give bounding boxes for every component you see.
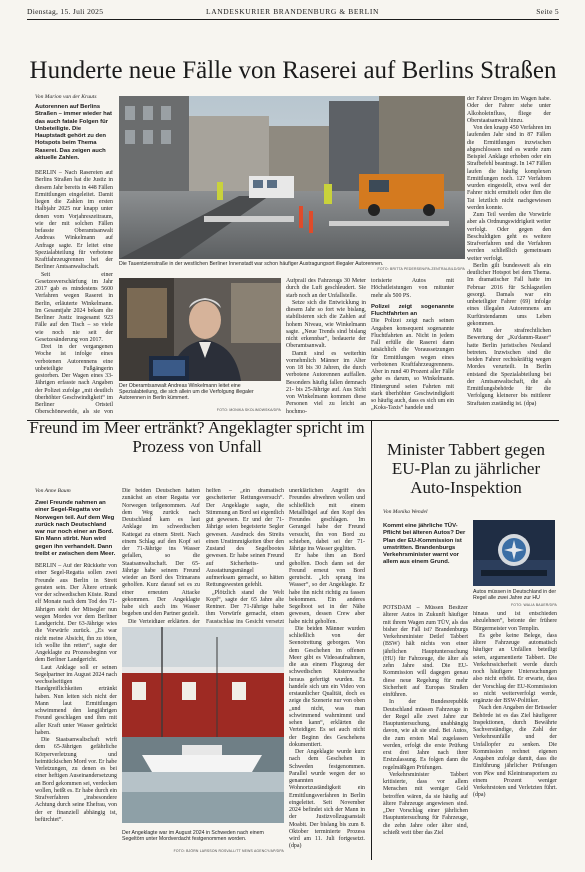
second-headline: Freund im Meer ertränkt? Angeklagter spricht im Prozess von Unfall <box>29 418 365 456</box>
third-headline: Minister Tabbert gegen EU-Plan zu jährlicher Auto-Inspektion <box>386 440 546 497</box>
main-col3 <box>371 278 454 417</box>
second-col2 <box>122 488 200 623</box>
street-scene-caption: Die Tauentzienstraße in der westlichen Berliner Innenstadt war schon häufiger Austragungsort illegaler Autorennen. <box>119 261 384 267</box>
boat-credit: FOTO: BJÖRN LARSSON ROSVALL/TT NEWS AGENCY/AP/DPA <box>173 849 284 853</box>
main-col3-p1: torisierte Autos mit Höchstleistungen von mitunter mehr als 500 PS. <box>371 278 454 299</box>
main-subheading: Polizei zeigt sogenannte Fluchtfahrten an <box>371 303 454 317</box>
street-scene-image <box>119 96 465 259</box>
car-inspection-caption: Autos müssen in Deutschland in der Regel alle zwei Jahre zur HU <box>473 589 557 602</box>
main-col1 <box>35 170 113 416</box>
second-col2-p2: Die Verteidiger erklärten, der <box>128 618 200 623</box>
car-inspection-image <box>473 520 555 586</box>
second-col2-p1: Die beiden Deutschen hatten zunächst an einer Regatta vor Norwegen teilgenommen. Auf dem Weg zurück nach Deutschland kam es laut Anklage im schwedischen Kattegat zu einem Streit. Nach einem Schlag auf den Kopf sei der 71-Jährige ins Wasser gefallen, so die Staatsanwaltschaft. Der 65-Jährige habe seinem Freund wieder an Bord des Trimarans geholfen. Kurz darauf sei es zu einer erneuten Attacke gekommen. Der Angeklagte habe sich auch ins Wasser begeben und den Partner gezielt. <box>122 488 200 618</box>
boat-image <box>122 627 284 823</box>
main-col3-p2: Die Polizei zeigt nach seinen Angaben konsequent sogenannte Fluchtfahrten an. Nicht in jedem Fall erfülle die Raserei dann tatsächlich die Voraussetzungen für Ermittlungen wegen eines verbotenen Kraftfahrzeugrennens. Aber in rund 40 Prozent aller Fälle gehe es darum, so Winkelmann. Hintergrund seien Fahrten mit stark überhöhter Geschwindigkeit so häufig auch, dass es sich um ein „Koks-Taxis“ handele und <box>371 318 454 412</box>
second-col4-p2: Er habe ihm an Bord geholfen. Doch dann sei der Freund erneut von Bord gerutscht. „Ich sprang ins Wasser“, so der Angeklagte. Er habe ihn nicht richtig zu fassen bekommen. Ein anderes Segelboot sei in der Nähe gewesen, dessen Crew aber habe nicht geholfen. <box>289 553 365 625</box>
main-col4-p5: Mit der strafrechtlichen Bewertung der „Ku'damm-Raser“ hatte Berlin juristisches Neuland betreten. Inzwischen sind die beiden Fahrer rechtskräftig wegen Mordes verurteilt. In Berlin entstand die Spezialabteilung bei der Amtsanwaltschaft, die als Ermittlungsbehörde für die Verfolgung kleinerer bis mittlerer Straftaten zuständig ist. (dpa) <box>467 328 551 407</box>
second-col1 <box>35 563 117 856</box>
main-col4-p1: der Fahrer Drogen im Wagen habe. Oder der Fahrer stehe unter Alkoholeinfluss, fliege der Oberstaatsanwalt hinzu. <box>467 96 551 124</box>
third-col1-p1: POTSDAM – Müssen Besitzer älterer Autos in Zukunft häufiger mit ihrem Wagen zum TÜV, als das bisher der Fall ist? Brandenburgs Verkehrsminister Detlef Tabbert (BSW) hält nichts von einer jährlichen Hauptuntersuchung (HU) für Fahrzeuge, die älter als zehn Jahre sind. Die EU-Kommission will dagegen genau diese neue Regelung für mehr Sicherheit auf Europas Straßen einführen. <box>383 605 468 698</box>
main-col4 <box>467 96 551 417</box>
third-byline: Von Monika Wendel <box>383 509 428 515</box>
street-scene-photo <box>119 96 465 259</box>
car-inspection-photo <box>473 520 555 586</box>
main-lead: Autorennen auf Berlins Straßen – immer wieder hat das auch fatale Folgen für Unbeteiligte. Die Hauptstadt gehört zu den Hotspots beim Thema Raserei. Das zeigen auch aktuelle Zahlen. <box>35 104 112 162</box>
third-col1-p2: In der Bundesrepublik Deutschland müssen Fahrzeuge in der Regel alle zwei Jahre zur Hauptuntersuchung, unabhängig davon, wie alt sie sind. Bei Autos, die zum ersten Mal zugelassen werden, erfolgt die erste Prüfung erst drei Jahre nach ihrer Erstzulassung. Es folgen dann die regelmäßigen Prüfungen. <box>383 699 468 771</box>
second-col4-p1: unerklärlichen Angriff des Freundes abwehren wollen und schließlich mit einem Metallbügel auf den Kopf des Freundes geschlagen. Im Gerangel habe der Freund versucht, ihn von Bord zu schieben, dabei sei der 71-Jährige ins Wasser geglitten. <box>289 488 365 552</box>
third-col1 <box>383 605 468 858</box>
second-col1-p3: Die Staatsanwaltschaft wirft dem 65-Jährigen gefährliche Körperverletzung und heimtückischen Mord vor. Er habe Verletzungen, zu denen es bei einer heftigen Auseinandersetzung an Bord gekommen sei, verdecken wollen, heißt es. Er habe durch ein Strafverfahren „insbesondere Achtung durch seine Ehefrau, von der er finanziell abhängig ist, befürchtet“. <box>35 737 117 823</box>
main-col4-p4: Berlin gilt bundesweit als ein deutlicher Hotspot bei dem Thema. Im dramatischer Fall hatte im Februar 2016 für Schlagzeilen gesorgt. Damals war ein unbeteiligter Fahrer (69) infolge eines illegalen Autorennens am Kurfürstendamm ums Leben gekommen. <box>467 262 551 327</box>
second-col1-p1: BERLIN – Auf der Rückkehr von einer Segel-Regatta sollen zwei Freunde aus Berlin in Streit geraten sein. Der Ältere ertrank vor der schwedischen Küste. Rund elf Monate nach dem Tod des 71-Jährigen steht der Mitsegler nun wegen Mordes vor dem Berliner Landgericht. Der 63-Jährige wies die Vorwürfe zurück. „Es war nicht meine Absicht, ihn zu töten, ich wollte ihn retten“, sagte der Angeklagte zu Prozessbeginn vor dem Berliner Landgericht. <box>35 563 117 664</box>
main-col2 <box>286 278 366 417</box>
second-col4 <box>289 488 365 856</box>
second-col3-p2: „Plötzlich stand die Welt Kopf“, sagte der 65 Jahre alte Rentner. Der 71-Jährige habe ihm Vorwürfe gemacht, einen Faustschlag ins Gesicht versetzt <box>206 589 284 623</box>
portrait-image <box>119 278 281 381</box>
second-lead: Zwei Freunde nahmen an einer Segel-Regatta vor Norwegen teil. Auf dem Weg zurück nach Deutschland war nur noch einer an Bord. Ein Mann stirbt. Nun wird gegen ihn verhandelt. Dann treibt er zwischen dem Meer. <box>35 500 116 558</box>
second-col4-p3: Die beiden Männer wurden schließlich von der Seenotrettung geborgen. Von dem Geschehen im offenen Meer gibt es Videoaufnahmen, die aus einem Flugzeug der schwedischen Küstenwache heraus gefertigt wurden. Es handele sich um ein Video von erstaunlicher Qualität, doch es zeige die Szenerie nur von oben „und nicht, was man schwimmend wahrnimmt und sehen kann“, erklärten die Verteidiger. Es sei auch nicht der Beginn des Geschehens dokumentiert. <box>289 625 365 748</box>
main-col4-p3: Zum Teil werden die Vorwürfe aber als Ordnungswidrigkeit weiter verfolgt. Oder gegen den Beschuldigten geht es weitere Strafverfahren und die Verfahren werden schließlich gemeinsam weiter verfolgt. <box>467 212 551 262</box>
third-col2 <box>473 611 557 858</box>
second-byline: Von Anne Baum <box>35 488 71 494</box>
masthead-rule <box>27 19 559 20</box>
third-col2-p2: Es gebe keine Belege, dass ältere Fahrzeuge automatisch häufiger an Unfällen beteiligt seien, argumentierte Tabbert. Die Verkehrssicherheit werde durch noch häufigere Untersuchungen also nicht erhöht. Er erwarte, dass der Vorschlag der EU-Kommission so nicht weiterverfolgt werde, ergänzte der BSW-Politiker. <box>473 632 557 704</box>
car-inspection-credit: FOTO: WALIA BAUER/DPA <box>511 603 557 607</box>
portrait-photo <box>119 278 281 381</box>
second-col4-p4: Der Angeklagte wurde kurz nach dem Geschehen in Schweden festgenommen. Parallel wurde wegen der so genannten Wohnortzuständigkeit ein Ermittlungsverfahren in Berlin eingeleitet. Seit November 2024 befindet sich der Mann in der Justizvollzugsanstalt Moabit. Der bislang bis zum 8. Oktober terminierte Prozess wird am 11. Juli fortgesetzt. (dpa) <box>289 749 365 850</box>
third-col2-p1: hinaus und ist entschieden abzulehnen“, betonte der frühere Bürgermeister von Templin. <box>473 611 557 632</box>
main-col2-p1: Aufprall des Fahrzeugs 30 Meter durch die Luft geschleudert. Sie starb noch an der Unfallstelle. <box>286 278 366 299</box>
portrait-credit: FOTO: MONIKA SKOLIMOWSKA/DPA <box>216 408 281 412</box>
column-rule <box>371 420 372 860</box>
third-col2-p3: Nach den Angaben der Brüsseler Behörde ist es das Ziel häufigerer Inspektionen, durch Bewährte Sachverständige, die Zahl der Verkehrsunfälle und der Unfallopfer zu senken. Die Kommission rechnet eigenen Angaben zufolge damit, dass die Einführung jährlicher Prüfungen von Pkw und Kleintransportern zu einem Prozent weniger Verkehrstoten und Verletzten führt. (dpa) <box>473 705 557 799</box>
main-col2-p3: Damit sind es weiterhin vornehmlich Männer im Alter von 18 bis 30 Jahren, die durch verbotene Autorennen auffallen. Besonders häufig fallen demnach 21- bis 25-Jährige auf. Aus Sicht von Winkelmann kommen diese Personen viel zu leicht an hochmo- <box>286 350 366 415</box>
main-col2-p2: Setze sich die Entwicklung in diesem Jahr so fort wie bislang, stabilisieren sich die Zahlen auf hohem Niveau, wie Winkelmann sagte. „Neue Trends sind bislang nicht erkennbar“, bedauerte der Oberamtsanwalt. <box>286 299 366 350</box>
second-col3 <box>206 488 284 623</box>
portrait-caption: Der Oberamtsanwalt Andreas Winkelmann leitet eine Spezialabteilung, die sich allein um die Verfolgung illegaler Autorennen in Berlin kümmert. <box>119 383 254 402</box>
boat-photo <box>122 627 284 823</box>
masthead-page: Seite 5 <box>536 7 559 16</box>
masthead-date: Dienstag, 15. Juli 2025 <box>27 7 104 16</box>
third-col1-p3: Verkehrsminister Tabbert kritisierte, dass vor allem Menschen mit weniger Geld betroffen wären, da sie häufig auf ältere Fahrzeuge angewiesen sind. „Der Vorschlag einer jährlichen Hauptuntersuchung für Fahrzeuge, die zehn Jahre oder älter sind, schießt weit über das Ziel <box>383 771 468 836</box>
third-lead: Kommt eine jährliche TÜV-Pflicht bei älteren Autos? Der Plan der EU-Kommission ist umstritten. Brandenburgs Verkehrsminister warnt vor allem aus einem Grund. <box>383 523 466 566</box>
main-col1-p2: Seit einer Gesetzesverschärfung im Jahr 2017 gab es mindestens 5600 Verfahren wegen Raserei in Berlin, erläuterte Winkelmann. Im Gesamtjahr 2024 bekam die Berliner Justiz insgesamt 923 Fälle auf den Tisch – so viele wie noch nie seit der Gesetzesänderung von 2017. <box>35 271 113 343</box>
main-byline: Von Marion van der Kruuts <box>35 94 97 100</box>
main-headline: Hunderte neue Fälle von Raserei auf Berlins Straßen <box>29 57 557 84</box>
second-col3-p1: helfen – „ein dramatisch gescheiterter Rettungsversuch“. Der Angeklagte sagte, die Stimmung an Bord sei eigentlich gut gewesen. Er und der 71-Jährige seien begeisterte Segler gewesen. Ausdruck des Streits einen Unstimmigkeiten über den Zustand des Segelbootes gewesen. Er habe seinen Freund auf Sicherheits- und Ausstattungsmängel aufmerksam gemacht, so hätten Rettungswesten gefehlt. <box>206 488 284 589</box>
main-col1-p1: BERLIN – Nach Rasereien auf Berlins Straßen hat die Justiz in diesem Jahr bereits in 448 Fällen Ermittlungen eingeleitet. Damit liegen die Zahlen im ersten Halbjahr 2025 nur knapp unter denen vom Vorjahreszeitraum, wie der mit solchen Fällen befasste Oberamtsanwalt Andreas Winkelmann auf Anfrage sagte. Er leitet eine Spezialabteilung für verbotene Kraftfahrzeugrennen bei der Berliner Amtsanwaltschaft. <box>35 170 113 271</box>
second-col1-p2: Laut Anklage soll er seinen Segelpartner im August 2024 nach wechselseitigen Handgreiflichkeiten ertränkt haben. Nun leiten sich nicht der Mann laut Ermittlungen schwimmend den langjährigen Freund geschlagen und ihm mit aller Kraft unter Wasser gedrückt haben. <box>35 664 117 736</box>
main-col4-p2: Von den knapp 450 Verfahren im laufenden Jahr sind in 87 Fällen die Ermittlungen inzwischen abgeschlossen und es wurde zum Beispiel Anklage erhoben oder ein Strafbefehl beantragt. In 147 Fällen laufen die häufig komplexen Ermittlungen noch. 127 Verfahren wurden eingestellt, etwa weil der Fahrer nicht ermittelt oder ihm die Tat letztlich nicht nachgewiesen werden konnte. <box>467 125 551 211</box>
boat-caption: Der Angeklagte war im August 2024 in Schweden nach einem Segeltörn unter Mordverdacht festgenommen worden. <box>122 830 264 843</box>
street-scene-credit: FOTO: BRITTA PEDERSEN/PA-ZENTRALBILD/DPA <box>377 267 465 271</box>
main-col1-p3: Drei in der vergangenen Woche ist infolge eines verbotenen Autorennens eine unbeteiligte Fußgängerin gestorben. Der Wagen eines 33-Jährigen erfasste nach Angaben der Polizei zufolge „mit deutlich überhöhter Geschwindigkeit“ im Berliner Ortsteil Oberschöneweide, als sie von <box>35 344 113 416</box>
masthead-paper: LANDESKURIER BRANDENBURG & BERLIN <box>206 7 379 16</box>
